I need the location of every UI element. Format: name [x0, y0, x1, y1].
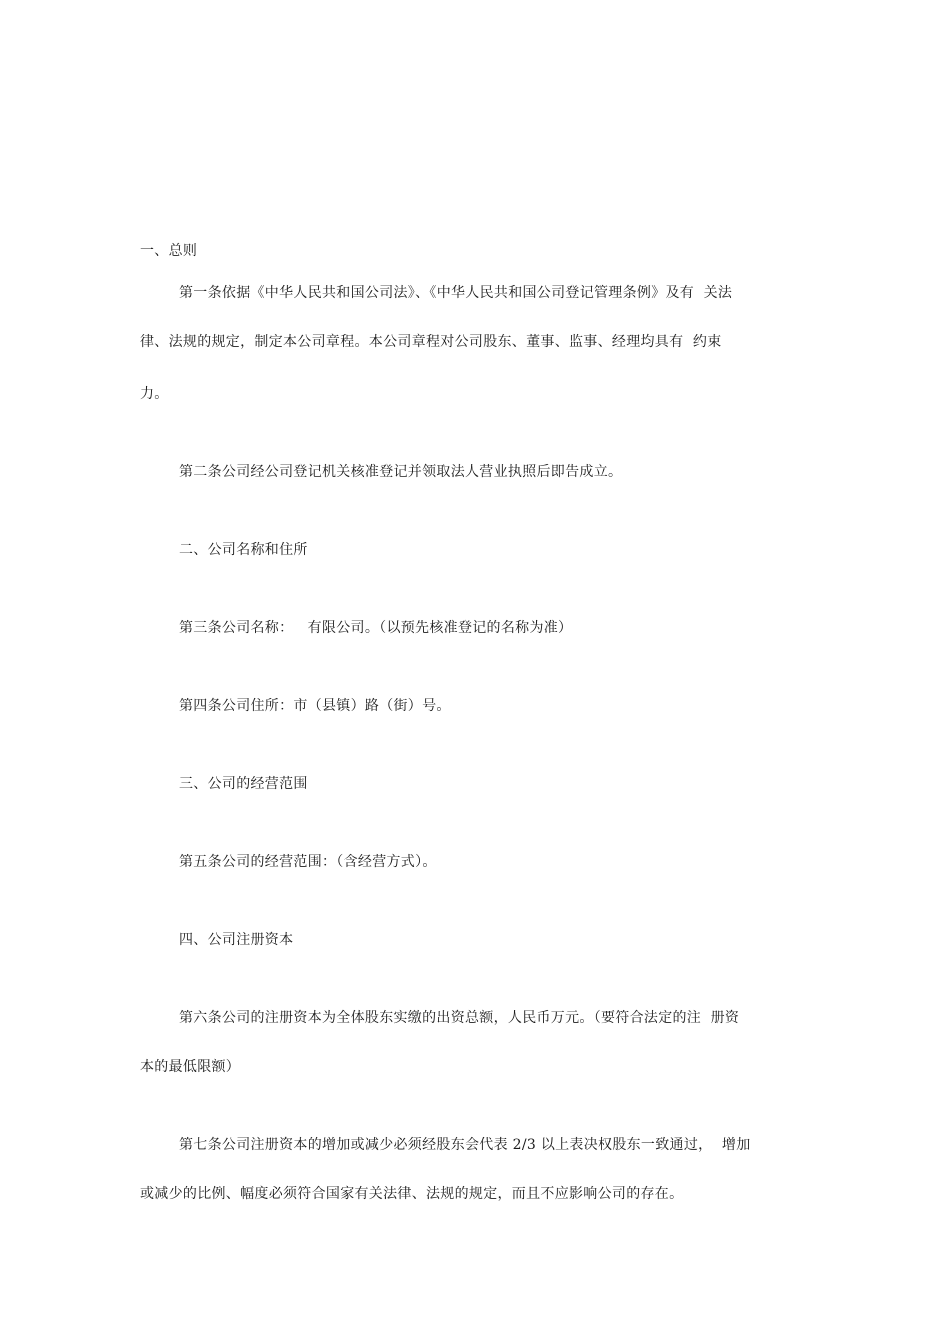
article-1-line-1: 第一条依据《中华人民共和国公司法》、《中华人民共和国公司登记管理条例》及有 关法 [179, 285, 733, 301]
section-heading-name-address: 二、公司名称和住所 [179, 542, 308, 558]
section-heading-general: 一、总则 [140, 243, 198, 259]
article-1-line-2: 律、法规的规定，制定本公司章程。本公司章程对公司股东、董事、监事、经理均具有 约束 [140, 334, 722, 350]
section-heading-business-scope: 三、公司的经营范围 [179, 776, 308, 792]
article-7-line-2: 或减少的比例、幅度必须符合国家有关法律、法规的规定，而且不应影响公司的存在。 [140, 1186, 684, 1202]
section-heading-registered-capital: 四、公司注册资本 [179, 932, 294, 948]
article-1-line-3: 力。 [140, 386, 169, 402]
article-5: 第五条公司的经营范围：（含经营方式）。 [179, 854, 437, 870]
article-6-line-1: 第六条公司的注册资本为全体股东实缴的出资总额，人民币万元。（要符合法定的注 册资 [179, 1010, 740, 1026]
article-7-line-1: 第七条公司注册资本的增加或减少必须经股东会代表 2/3 以上表决权股东一致通过， 增加 [179, 1137, 751, 1153]
article-6-line-2: 本的最低限额） [140, 1059, 241, 1075]
article-3: 第三条公司名称： 有限公司。（以预先核准登记的名称为准） [179, 620, 573, 636]
article-4: 第四条公司住所：市（县镇）路（街）号。 [179, 698, 451, 714]
article-2: 第二条公司经公司登记机关核准登记并领取法人营业执照后即告成立。 [179, 464, 623, 480]
